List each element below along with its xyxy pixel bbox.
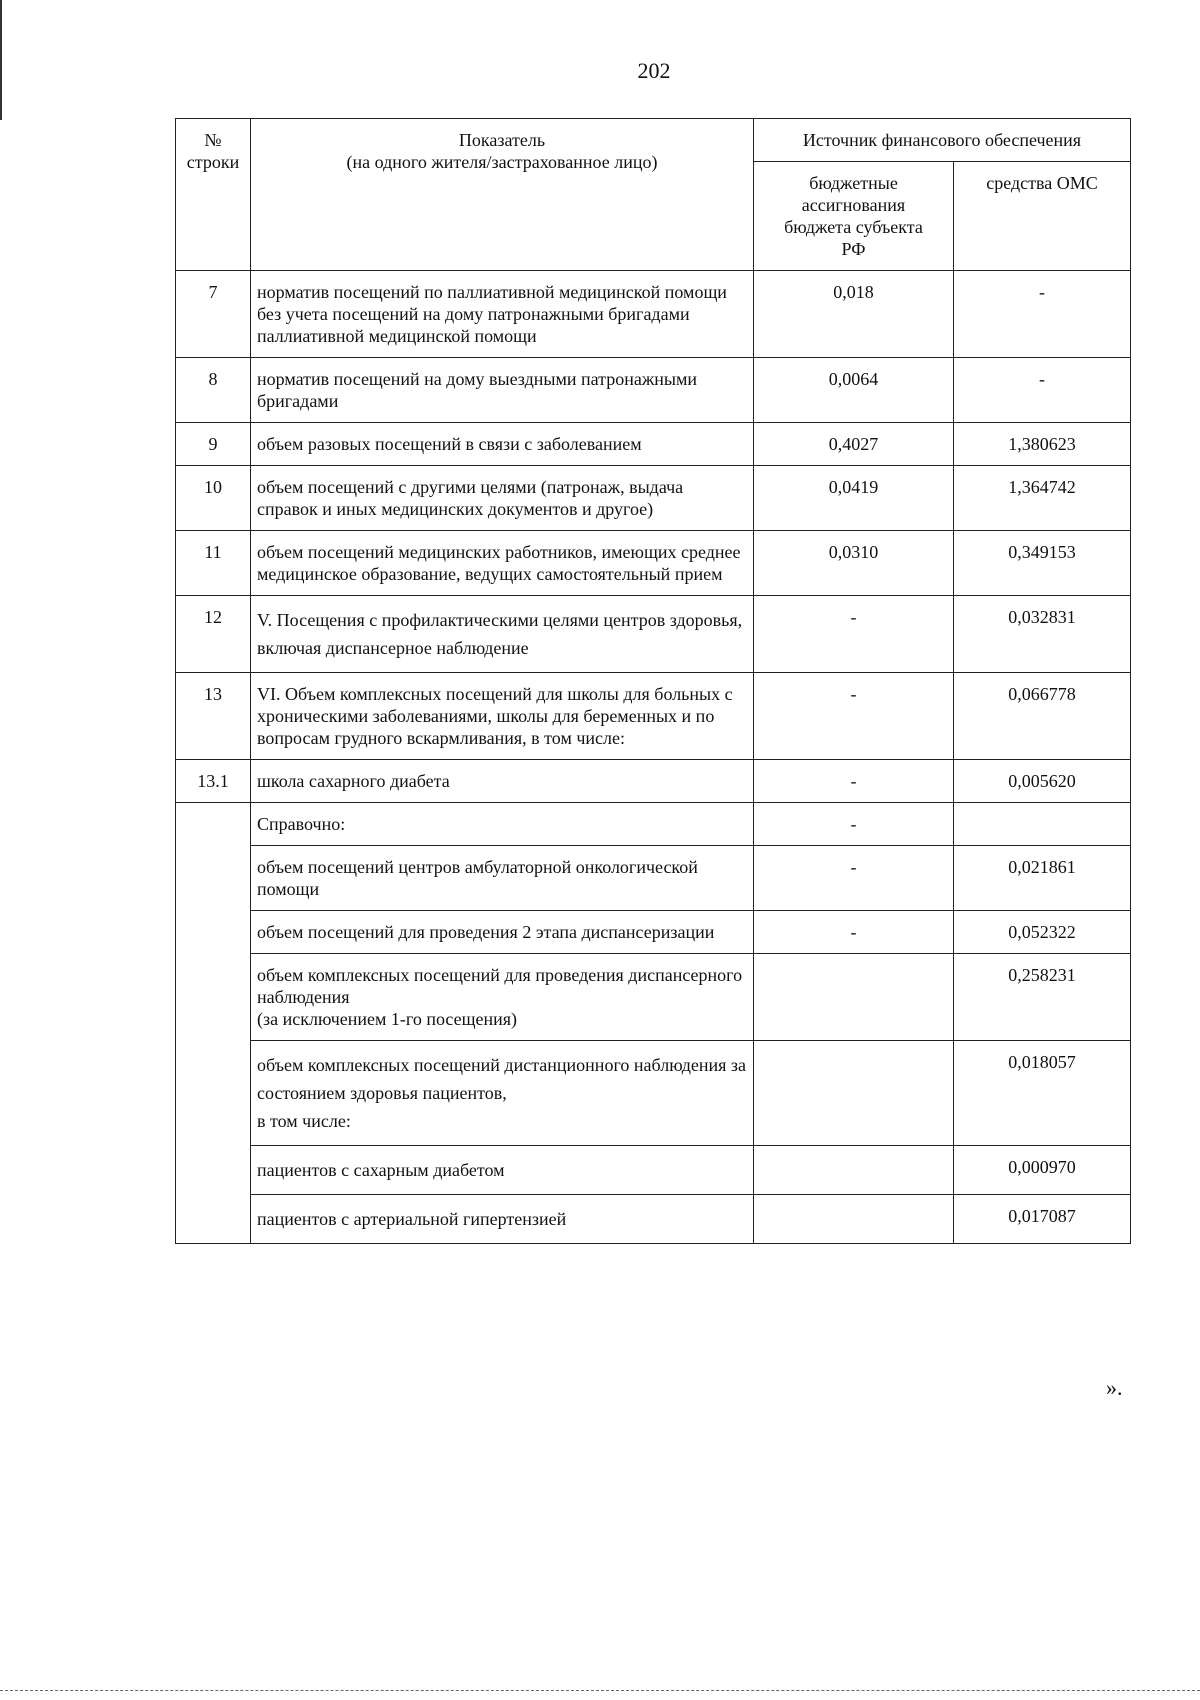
reference-indicator: пациентов с сахарным диабетом (251, 1146, 754, 1195)
reference-oms-value: 0,021861 (954, 846, 1131, 911)
scan-edge-bottom (0, 1690, 1200, 1692)
reference-row (176, 1041, 1131, 1146)
row-oms-value: 0,066778 (954, 673, 1131, 760)
row-budget-value: 0,018 (754, 271, 954, 358)
row-number: 7 (176, 271, 251, 358)
row-oms-value: 0,349153 (954, 531, 1131, 596)
header-indicator: Показатель (на одного жителя/застрахованное лицо) (251, 119, 754, 271)
table-row (176, 531, 1131, 596)
reference-number-cell (176, 803, 251, 1244)
row-oms-value: 1,364742 (954, 466, 1131, 531)
reference-indicator: пациентов с артериальной гипертензией (251, 1195, 754, 1244)
table-row (176, 596, 1131, 673)
reference-row (176, 846, 1131, 911)
reference-oms-value: 0,258231 (954, 954, 1131, 1041)
reference-oms-value (954, 803, 1131, 846)
reference-oms-value: 0,018057 (954, 1041, 1131, 1146)
page-number: 202 (637, 58, 671, 83)
closing-quote-mark: ». (1106, 1375, 1123, 1400)
row-budget-value: 0,0310 (754, 531, 954, 596)
reference-budget-value (754, 1041, 954, 1146)
header-funding-source: Источник финансового обеспечения (754, 119, 1131, 162)
table-row (176, 673, 1131, 760)
row-number: 10 (176, 466, 251, 531)
table-row (176, 271, 1131, 358)
row-budget-value: - (754, 596, 954, 673)
row-indicator: норматив посещений на дому выездными патронажными бригадами (251, 358, 754, 423)
reference-indicator: объем комплексных посещений для проведения диспансерного наблюдения (за исключением 1-го посещения) (251, 954, 754, 1041)
row-budget-value: 0,4027 (754, 423, 954, 466)
row-oms-value: 0,032831 (954, 596, 1131, 673)
row-number: 8 (176, 358, 251, 423)
row-oms-value: 0,005620 (954, 760, 1131, 803)
row-indicator: объем посещений с другими целями (патронаж, выдача справок и иных медицинских документов и другое) (251, 466, 754, 531)
row-indicator: объем посещений медицинских работников, имеющих среднее медицинское образование, ведущих самостоятельный прием (251, 531, 754, 596)
reference-oms-value: 0,000970 (954, 1146, 1131, 1195)
row-oms-value: - (954, 358, 1131, 423)
reference-budget-value: - (754, 803, 954, 846)
table-row (176, 358, 1131, 423)
reference-budget-value: - (754, 911, 954, 954)
reference-row (176, 1195, 1131, 1244)
row-budget-value: 0,0064 (754, 358, 954, 423)
reference-row (176, 1146, 1131, 1195)
reference-row (176, 803, 1131, 846)
row-budget-value: - (754, 760, 954, 803)
header-budget: бюджетные ассигнования бюджета субъекта РФ (754, 162, 954, 271)
table-row (176, 466, 1131, 531)
reference-budget-value: - (754, 846, 954, 911)
row-indicator: V. Посещения с профилактическими целями центров здоровья, включая диспансерное наблюдение (251, 596, 754, 673)
row-oms-value: 1,380623 (954, 423, 1131, 466)
reference-row (176, 954, 1131, 1041)
row-number: 12 (176, 596, 251, 673)
row-number: 13.1 (176, 760, 251, 803)
row-number: 13 (176, 673, 251, 760)
table-row (176, 760, 1131, 803)
table-header-row (176, 119, 1131, 162)
reference-indicator: Справочно: (251, 803, 754, 846)
header-oms: средства ОМС (954, 162, 1131, 271)
row-oms-value: - (954, 271, 1131, 358)
reference-indicator: объем посещений центров амбулаторной онкологической помощи (251, 846, 754, 911)
header-row-number: № строки (176, 119, 251, 271)
row-indicator: школа сахарного диабета (251, 760, 754, 803)
reference-budget-value (754, 1195, 954, 1244)
reference-oms-value: 0,017087 (954, 1195, 1131, 1244)
reference-budget-value (754, 954, 954, 1041)
reference-row (176, 911, 1131, 954)
table-row (176, 423, 1131, 466)
row-indicator: объем разовых посещений в связи с заболеванием (251, 423, 754, 466)
reference-oms-value: 0,052322 (954, 911, 1131, 954)
financing-table (175, 118, 1131, 1244)
reference-indicator: объем комплексных посещений дистанционного наблюдения за состоянием здоровья пациентов, в том числе: (251, 1041, 754, 1146)
reference-budget-value (754, 1146, 954, 1195)
reference-indicator: объем посещений для проведения 2 этапа диспансеризации (251, 911, 754, 954)
row-number: 9 (176, 423, 251, 466)
row-budget-value: 0,0419 (754, 466, 954, 531)
row-indicator: норматив посещений по паллиативной медицинской помощи без учета посещений на дому патронажными бригадами паллиативной медицинской помощи (251, 271, 754, 358)
row-number: 11 (176, 531, 251, 596)
row-indicator: VI. Объем комплексных посещений для школы для больных с хроническими заболеваниями, школы для беременных и по вопросам грудного вскармливания, в том числе: (251, 673, 754, 760)
row-budget-value: - (754, 673, 954, 760)
